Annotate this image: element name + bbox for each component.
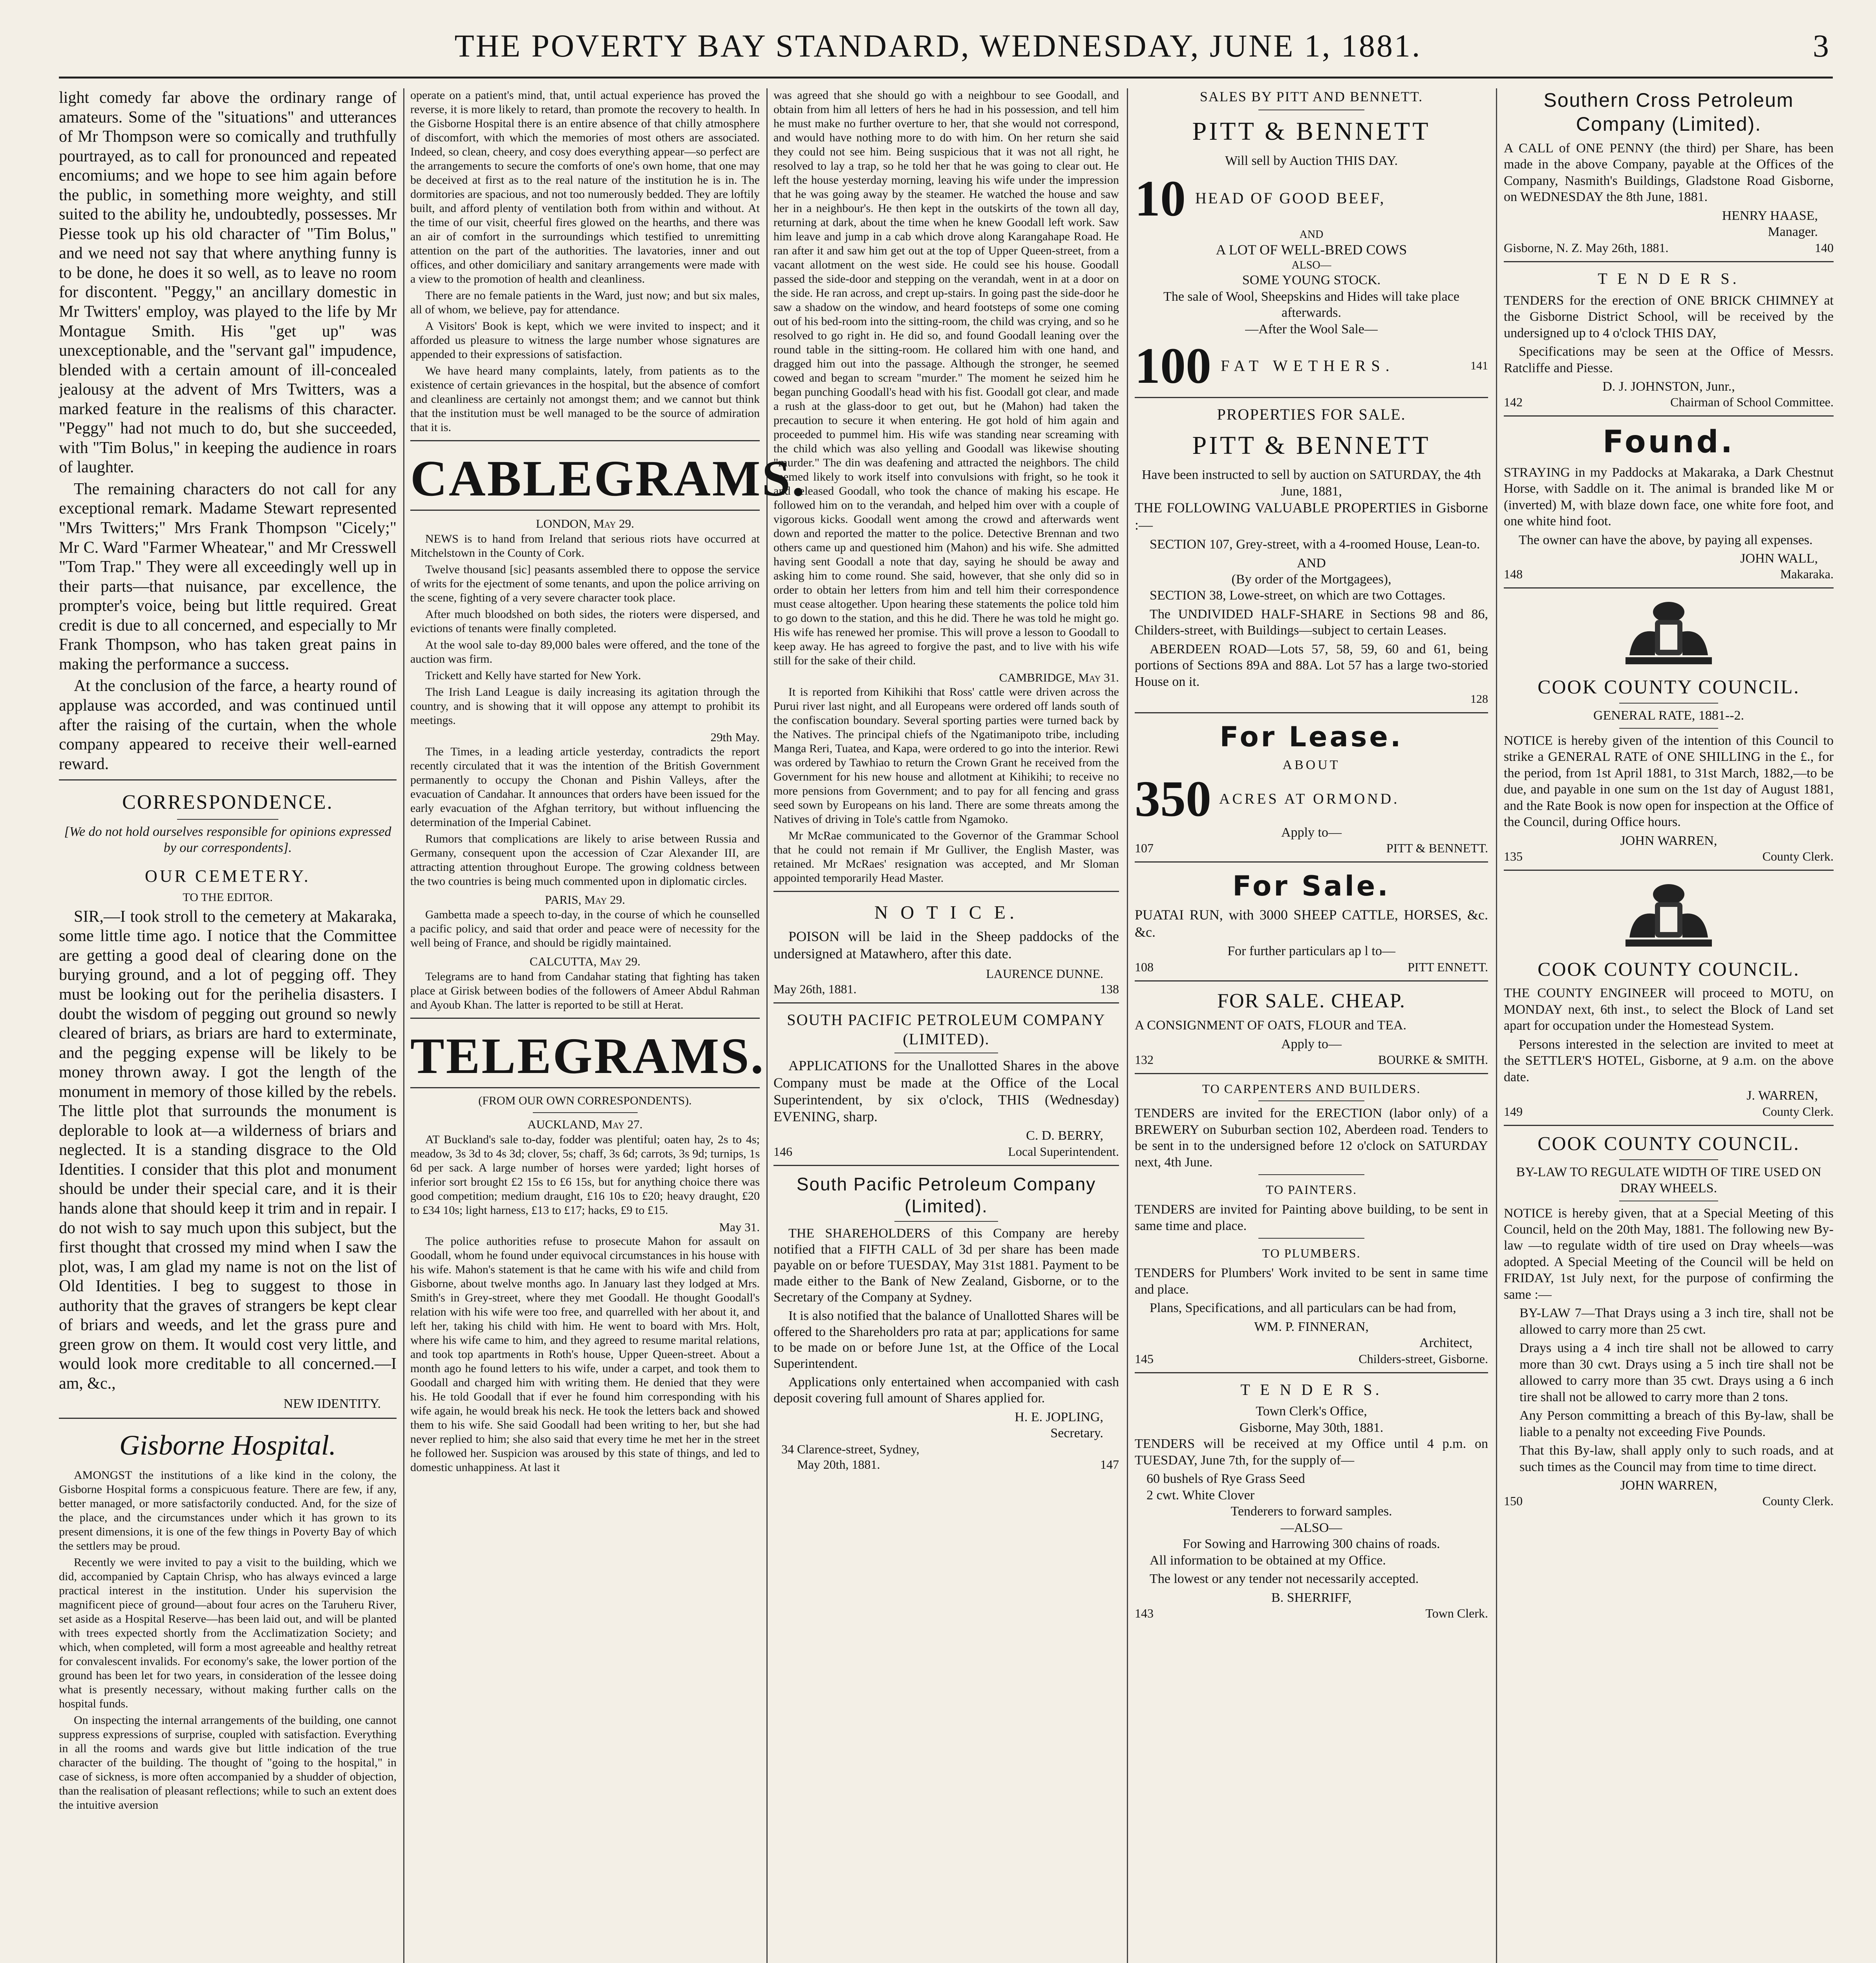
article-paragraph: There are no female patients in the Ward, just now; and but six males, all of whom, we believe, pay for attendance. bbox=[410, 289, 760, 316]
notice-ref: 138 bbox=[1100, 982, 1119, 996]
ad-footer bbox=[1135, 1052, 1488, 1067]
section-heading-properties: PROPERTIES FOR SALE. bbox=[1217, 405, 1406, 423]
firm-name: BOURKE & SMITH. bbox=[1378, 1053, 1488, 1067]
section-heading-plumbers: TO PLUMBERS. bbox=[1262, 1246, 1361, 1261]
divider bbox=[773, 1165, 1119, 1166]
props-intro: Have been instructed to sell by auction on SATURDAY, the 4th June, 1881, bbox=[1141, 468, 1481, 499]
letter-title: OUR CEMETERY. bbox=[145, 866, 311, 886]
article-paragraph: Recently we were invited to pay a visit to the building, which we did, accompanied by Captain Chrisp, who has always evinced a large practical interest in the institution. Under his supervision the magnificent piece of ground—about four acres on the Taruheru River, set aside as a Hospital Reserve—has been laid out, and will be planted with trees expected shortly from the Acclimatization Society; and which, when completed, will form a most agreeable and healthy retreat for convalescent invalids. For economy's sake, the lower portion of the ground has been let for two years, in consideration of the lessee doing what is presently necessary, without making further calls on the hospital funds. bbox=[59, 1555, 397, 1710]
divider bbox=[1135, 1372, 1488, 1373]
telegram-paragraph: was agreed that she should go with a neighbour to see Goodall, and obtain from him all letters of hers he had in his possession, and tell him he must make no further overture to her, that she would not correspond, and would have nothing more to do with him. On her return she said they could not see him. Being suspicious that it was not all right, he resolved to lay a trap, so he told her that he was going to clear out. He left the house yesterday morning, leaving his wife under the impression that he was going away by the steamer. He watched the house and saw her in a neighbour's. He then kept in the outskirts of the town all day, returning at dark, about the time when he knew Goodall left work. Saw him leave and jump in a cab which drove along Karangahape Road. He ran after it and saw him get out at the top of Upper Queen-street, from a vacant allotment on the west side. He could see his house. Goodall passed the side-door and stepping on the verandah, went in at a door on the side. He ran across, and crept up-stairs. In going past the side-door he saw a shadow on the window, and heard footsteps of some one coming out of his bed-room into the sitting-room, the child was crying, and so he resolved to go right in. He did so, and found Goodall leaning over the round table in the sitting-room. He collared him with one hand, and dragged him out into the passage. Although the stronger, he seemed cowed and began to scream "murder." The moment he seized him he began punching Goodall's head with his fist. Goodall got clear, and made a rush at the glass-door to get out, but he (Mahon) had taken the precaution to secure it when entering. He got hold of him again and proceeded to pummel him. His wife was standing near screaming with the child which was also yelling and Goodall was likewise shouting "murder." The din was deafening and attracted the neighbors. The child seemed likely to work itself into convulsions with fright, so he took it and released Goodall, who took the chance of making his escape. He followed him on to the verandah, and helped him over with a couple of vigorous kicks. Goodall went among the crowd and afterwards went down and reported the matter to the police. Detective Brennan and two others came up and questioned him (Mahon) and his wife. She admitted having sent Goodall a note that day, saying he should be away and asking him to come round. She said, however, that she only did so in order to obtain her letters from him and tell him their correspondence must cease altogether. Upon hearing these statements the police told him to go down to the station, and this he did. There he was told he might go. His wife has renewed her promise. This will prove a lesson to Goodall to keep away. He has agreed to forgive the past, and to live with his wife still for the sake of their child. bbox=[773, 89, 1119, 667]
notice-heading: N O T I C E. bbox=[874, 902, 1018, 923]
review-paragraph: The remaining characters do not call for any exceptional remark. Madame Stewart represented "Mrs Twitters;" Mrs Frank Thompson "Cicely;" Mr C. Ward "Farmer Wheatear," and Mr Cresswell "Tom Trap." They were all exceedingly well up in their parts—that nuisance, par excellence, the prompter's voice, being but little required. Great credit is due to all concerned, and especially to Mr Frank Thompson, who has taken great pains in making the performance a success. bbox=[59, 480, 397, 673]
firm-name: PITT ENNETT. bbox=[1408, 960, 1488, 974]
divider bbox=[1504, 1125, 1834, 1126]
divider bbox=[410, 510, 760, 511]
wool-note: The sale of Wool, Sheepskins and Hides will take place afterwards. bbox=[1163, 289, 1459, 320]
column-4 bbox=[1135, 88, 1488, 1963]
notice-date: May 26th, 1881. bbox=[773, 982, 857, 996]
notice-body: POISON will be laid in the Sheep paddocks of the undersigned at Matawhero, after this date. bbox=[773, 928, 1119, 961]
ad-date: Gisborne, N. Z. May 26th, 1881. bbox=[1504, 240, 1669, 255]
lot-description: A LOT OF WELL-BRED COWS bbox=[1216, 242, 1407, 258]
tender-body: TENDERS will be received at my Office until 4 p.m. on TUESDAY, June 7th, for the supply of— bbox=[1135, 1437, 1488, 1468]
conjunction: AND bbox=[1299, 228, 1324, 241]
cable-paragraph: NEWS is to hand from Ireland that serious riots have occurred at Mitchelstown in the County of Cork. bbox=[410, 532, 760, 559]
coat-of-arms-icon bbox=[1618, 879, 1720, 953]
property-item: ABERDEEN ROAD—Lots 57, 58, 59, 60 and 61, being portions of Sections 89A and 88A. Lot 57 has a large two-storied House on it. bbox=[1135, 642, 1488, 689]
ad-ref: 146 bbox=[773, 1144, 792, 1159]
ad-footer bbox=[1504, 567, 1834, 582]
divider bbox=[773, 1002, 1119, 1003]
props-lead: THE FOLLOWING VALUABLE PROPERTIES in Gisborne :— bbox=[1135, 500, 1488, 533]
council-title: COOK COUNTY COUNCIL. bbox=[1538, 1132, 1800, 1154]
wethers-lot bbox=[1135, 337, 1488, 394]
apply-to: Apply to— bbox=[1281, 1036, 1342, 1051]
divider bbox=[410, 440, 760, 441]
council-body: Persons interested in the selection are invited to meet at the SETTLER'S HOTEL, Gisborne, at 9 a.m. on the above date. bbox=[1504, 1037, 1834, 1084]
firm-name: PITT & BENNETT. bbox=[1386, 841, 1488, 855]
lot-description: FAT WETHERS. bbox=[1221, 356, 1395, 375]
ad-signature: JOHN WARREN, bbox=[1620, 1478, 1717, 1493]
editorial-disclaimer: [We do not hold ourselves responsible for opinions expressed by our correspondents]. bbox=[64, 824, 391, 855]
cable-paragraph: Rumors that complications are likely to arise between Russia and Germany, consequent upon the accession of Czar Alexander III, are attracting attention throughout Europe. The growing coldness between the two countries is being much commented upon in diplomatic circles. bbox=[410, 832, 760, 888]
ad-address: 34 Clarence-street, Sydney, bbox=[781, 1442, 920, 1456]
divider bbox=[410, 1018, 760, 1019]
letter-salutation: TO THE EDITOR. bbox=[183, 891, 273, 904]
article-paragraph: AMONGST the institutions of a like kind in the colony, the Gisborne Hospital forms a conspicuous feature. There are few, if any, better managed, or more satisfactorily conducted. And, for the size of the place, and the circumstances under which it has grown to its present dimensions, it is one of the few things in Poverty Bay of which the settlers may be proud. bbox=[59, 1468, 397, 1552]
section-heading-tenders: T E N D E R S. bbox=[1598, 269, 1740, 287]
property-item: SECTION 107, Grey-street, with a 4-roomed House, Lean-to. bbox=[1150, 537, 1480, 552]
column-1 bbox=[59, 88, 397, 1963]
ad-title: South Pacific Petroleum Company (Limited). bbox=[796, 1173, 1096, 1216]
tc-forward: Tenderers to forward samples. bbox=[1231, 1504, 1392, 1519]
dateline: May 31. bbox=[719, 1220, 760, 1234]
column-3 bbox=[773, 88, 1119, 1963]
ad-body: A CALL of ONE PENNY (the third) per Share, has been made in the above Company, payable at the Offices of the Company, Nasmith's Buildings, Gladstone Road Gisborne, on WEDNESDAY the 8th June, 1881. bbox=[1504, 141, 1834, 205]
telegram-paragraph: AT Buckland's sale to-day, fodder was plentiful; oaten hay, 2s to 4s; meadow, 3s 3d to 4s 3d; clover, 5s; chaff, 3s 6d; carrots, 3s 9d; turnips, 1s 6d per sack. A large number of horses were yarded; light horses of inferior sort brought £2 15s to £6 15s, but for anything choice there was good competition; medium draught, £16 10s to £20; heavy draught, £20 to £34 10s; light harness, £13 to £17; hacks, £9 to £15. bbox=[410, 1133, 760, 1217]
tc-sowing: For Sowing and Harrowing 300 chains of roads. bbox=[1183, 1537, 1440, 1552]
divider bbox=[1258, 1174, 1364, 1175]
tc-office: Town Clerk's Office, bbox=[1256, 1404, 1367, 1419]
cable-paragraph: Twelve thousand [sic] peasants assembled there to oppose the service of writs for the ejectment of some tenants, and upon the police arriving on the scene, fighting of a very severe character took place. bbox=[410, 563, 760, 604]
divider bbox=[1135, 861, 1488, 863]
ad-signature: J. WARREN, bbox=[1746, 1088, 1818, 1103]
ad-ref: 107 bbox=[1135, 841, 1154, 855]
sale-body: PUATAI RUN, with 3000 SHEEP CATTLE, HORSES, &c. &c. bbox=[1135, 907, 1488, 940]
divider bbox=[1504, 587, 1834, 589]
ad-footer bbox=[797, 1457, 1119, 1472]
column-divider bbox=[766, 88, 768, 1963]
dateline: CAMBRIDGE, May 31. bbox=[999, 671, 1119, 684]
ad-body: Applications only entertained when accompanied with cash deposit covering full amount of Shares applied for. bbox=[773, 1375, 1119, 1406]
cable-paragraph: At the wool sale to-day 89,000 bales were offered, and the tone of the auction was firm. bbox=[410, 638, 760, 665]
section-heading-lease: For Lease. bbox=[1220, 720, 1403, 753]
tc-date: Gisborne, May 30th, 1881. bbox=[1239, 1420, 1384, 1435]
ad-signature: HENRY HAASE, bbox=[1722, 208, 1818, 223]
column-divider bbox=[1496, 88, 1497, 1963]
property-item: SECTION 38, Lowe-street, on which are two Cottages. bbox=[1150, 588, 1446, 603]
found-place: Makaraka. bbox=[1780, 567, 1834, 581]
ad-ref: 150 bbox=[1504, 1494, 1523, 1508]
lot-quantity: 10 bbox=[1135, 170, 1186, 227]
ad-role: County Clerk. bbox=[1762, 849, 1834, 864]
article-paragraph: We have heard many complaints, lately, from patients as to the existence of certain grievances in the hospital, but the absence of comfort and cleanliness are certainly not amongst them; and we cannot but think that the institution must be well managed to be the source of admiration that it is. bbox=[410, 364, 760, 434]
firm-name: PITT & BENNETT bbox=[1192, 117, 1431, 146]
lease-lot bbox=[1135, 770, 1488, 827]
ad-role: Chairman of School Committee. bbox=[1670, 395, 1834, 409]
council-body: NOTICE is hereby given of the intention of this Council to strike a GENERAL RATE of ONE SHILLING in the £., for the period, from 1st April 1881, to 31st March, 1882,—to be due, and payable in one sum on the 1st day of August 1881, and the Rate Book is now open for inspection at the Office of the Council, during Office hours. bbox=[1504, 733, 1834, 830]
conjunction: ALSO— bbox=[1291, 259, 1331, 271]
section-heading-correspondence: CORRESPONDENCE. bbox=[122, 791, 333, 814]
ad-footer bbox=[1504, 1493, 1834, 1509]
divider bbox=[59, 1418, 397, 1419]
ad-ref: 148 bbox=[1504, 567, 1523, 581]
property-item: The UNDIVIDED HALF-SHARE in Sections 98 and 86, Childers-street, with Buildings—subject to certain Leases. bbox=[1135, 607, 1488, 638]
council-body: THE COUNTY ENGINEER will proceed to MOTU, on MONDAY next, 6th inst., to select the Block of Land set apart for occupation under the Homestead System. bbox=[1504, 986, 1834, 1033]
ad-signature: JOHN WARREN, bbox=[1620, 833, 1717, 848]
after-wool: —After the Wool Sale— bbox=[1245, 322, 1378, 336]
divider bbox=[1504, 415, 1834, 417]
section-heading-sales: SALES BY PITT AND BENNETT. bbox=[1199, 89, 1423, 104]
telegram-paragraph: It is reported from Kihikihi that Ross' cattle were driven across the Purui river last night, and all Europeans were ordered off lands south of the confiscation boundary. Several sporting parties were turned back by the Natives. The principal chiefs of the Ngatimanipoto tribe, including Manga Reri, Tuatea, and Kapa, were ordered to go into the interior. Rewi was ordered by Tawhiao to return the Crown Grant he received from the Government for his new house and allotment at Kihikihi; to receive no more pensions from Government; and to pay for all fencing and grass seed sown by Europeans on his land. There are some threats among the Natives of driving in Tole's cattle from Ngamoko. bbox=[773, 685, 1119, 826]
review-paragraph: At the conclusion of the farce, a hearty round of applause was accorded, and was continued until after the raising of the curtain, when the whole company appeared to receive their well-earned reward. bbox=[59, 677, 397, 773]
section-heading-cheap: FOR SALE. CHEAP. bbox=[1217, 989, 1406, 1012]
divider bbox=[894, 1221, 998, 1222]
tc-signature: B. SHERRIFF, bbox=[1271, 1590, 1352, 1605]
letter-signoff: NEW IDENTITY. bbox=[283, 1396, 381, 1411]
tc-also: —ALSO— bbox=[1280, 1520, 1342, 1535]
ad-ref: 147 bbox=[1100, 1457, 1119, 1471]
divider bbox=[533, 1112, 638, 1113]
architect-name: WM. P. FINNERAN, bbox=[1254, 1319, 1369, 1334]
ad-title: SOUTH PACIFIC PETROLEUM COMPANY (LIMITED). bbox=[787, 1011, 1106, 1048]
ad-footer bbox=[1504, 849, 1834, 864]
ad-ref: 135 bbox=[1504, 849, 1523, 864]
divider bbox=[1504, 261, 1834, 262]
divider bbox=[1258, 1100, 1364, 1101]
ad-body: THE SHAREHOLDERS of this Company are hereby notified that a FIFTH CALL of 3d per share has been made payable on or before TUESDAY, May 31st 1881. Payment to be made either to the Bank of New Zealand, Gisborne, or to the Secretary of the Company at Sydney. bbox=[773, 1226, 1119, 1305]
divider bbox=[1135, 397, 1488, 398]
dateline: LONDON, May 29. bbox=[536, 517, 634, 530]
divider bbox=[410, 1087, 760, 1088]
bylaw-item: BY-LAW 7—That Drays using a 3 inch tire, shall not be allowed to carry more than 25 cwt. bbox=[1519, 1306, 1834, 1337]
divider bbox=[1619, 703, 1718, 704]
divider bbox=[59, 779, 397, 780]
ad-role: County Clerk. bbox=[1762, 1104, 1834, 1119]
divider bbox=[1258, 1238, 1364, 1239]
ad-signature: JOHN WALL, bbox=[1740, 551, 1818, 566]
bylaw-item: Drays using a 4 inch tire shall not be allowed to carry more than 30 cwt. Drays using a 5 inch tire shall not be allowed to carry more than 35 cwt. Drays using a 6 inch tire shall not be allowed to carry more than 2 tons. bbox=[1519, 1341, 1834, 1404]
auction-line: Will sell by Auction THIS DAY. bbox=[1225, 154, 1398, 168]
ad-ref: 140 bbox=[1815, 240, 1834, 255]
ad-footer bbox=[1504, 240, 1834, 256]
cable-paragraph: After much bloodshed on both sides, the rioters were dispersed, and evictions of tenants were finally completed. bbox=[410, 607, 760, 635]
property-item: (By order of the Mortgagees), bbox=[1231, 572, 1391, 587]
ad-role: County Clerk. bbox=[1762, 1494, 1834, 1508]
telegrams-subheading: (FROM OUR OWN CORRESPONDENTS). bbox=[478, 1094, 692, 1108]
found-body: STRAYING in my Paddocks at Makaraka, a Dark Chestnut Horse, with Saddle on it. The animal is branded like M or (inverted) M, with blaze down face, one white fore foot, and one white hind foot. bbox=[1504, 465, 1834, 529]
lot-quantity: 100 bbox=[1135, 337, 1211, 394]
architect-role: Architect, bbox=[1419, 1336, 1472, 1351]
section-heading-carpenters: TO CARPENTERS AND BUILDERS. bbox=[1202, 1082, 1421, 1096]
property-item: AND bbox=[1297, 556, 1326, 570]
tc-role: Town Clerk. bbox=[1425, 1606, 1488, 1621]
ad-footer bbox=[1135, 960, 1488, 975]
article-paragraph: A Visitors' Book is kept, which we were invited to inspect; and it afforded us pleasure to witness the large number whose signatures are appended to their expressions of satisfaction. bbox=[410, 320, 760, 361]
section-heading-tenders: T E N D E R S. bbox=[1240, 1380, 1382, 1398]
cable-paragraph: Gambetta made a speech to-day, in the course of which he counselled a pacific policy, and said that order and peace were of necessity for the well being of France, and should be rigidly maintained. bbox=[410, 908, 760, 950]
ad-ref: 132 bbox=[1135, 1053, 1154, 1067]
telegram-paragraph: The police authorities refuse to prosecute Mahon for assault on Goodall, whom he found under equivocal circumstances in his house with his wife. Mahon's statement is that he came with his wife and child from Gisborne, about twelve months ago. In January last they lodged at Mrs. Smith's in Grey-street, where they met Goodall. He thought Goodall's relation with his wife were too free, and quarrelled with her about it, and left her, taking his child with him. He went to board with Mrs. Holt, where his wife came to him, and they agreed to resume marital relations, and took top apartments in Roth's house, Upper Queen-street. About a month ago he found letters to his wife, under a carpet, and took them to Goodall and charged him with writing them. He denied that they were his. He told Goodall that if ever he found him corresponding with his wife again, he would break his neck. He took the letters back and showed them to his wife. She said Goodall had been writing to her, but she had never replied to him; she also said that every time he met her in the street he followed her. Suspicion was aroused by this state of things, and led to domestic unhappiness. At last it bbox=[410, 1235, 760, 1474]
tender-item: 60 bushels of Rye Grass Seed bbox=[1146, 1471, 1305, 1486]
cattle-lot bbox=[1135, 170, 1488, 227]
council-subtitle: BY-LAW TO REGULATE WIDTH OF TIRE USED ON DRAY WHEELS. bbox=[1516, 1164, 1821, 1196]
ad-footer bbox=[1504, 1104, 1834, 1119]
lot-description: ACRES AT ORMOND. bbox=[1219, 790, 1400, 807]
tender-spec: Specifications may be seen at the Office of Messrs. Ratcliffe and Piesse. bbox=[1504, 344, 1834, 375]
masthead bbox=[0, 27, 1876, 71]
tender-body: TENDERS are invited for Painting above building, to be sent in same time and place. bbox=[1135, 1202, 1488, 1233]
ad-footer bbox=[1504, 395, 1834, 410]
tender-body: TENDERS for Plumbers' Work invited to be sent in same time and place. bbox=[1135, 1266, 1488, 1297]
divider bbox=[1135, 712, 1488, 713]
lot-quantity: 350 bbox=[1135, 770, 1211, 827]
ad-ref: 143 bbox=[1135, 1606, 1154, 1621]
divider bbox=[773, 891, 1119, 892]
section-heading-hospital: Gisborne Hospital. bbox=[119, 1429, 336, 1461]
ad-ref: 141 bbox=[1470, 359, 1488, 372]
ad-ref: 149 bbox=[1504, 1104, 1523, 1119]
dateline: 29th May. bbox=[710, 730, 760, 744]
ad-footer bbox=[1135, 841, 1488, 856]
newspaper-title: THE POVERTY BAY STANDARD, WEDNESDAY, JUNE 1, 1881. bbox=[454, 28, 1422, 64]
section-heading-found: Found. bbox=[1602, 424, 1735, 460]
ad-footer bbox=[1135, 1606, 1488, 1621]
apply-to: Apply to— bbox=[1281, 825, 1342, 840]
ad-ref: 128 bbox=[1470, 693, 1488, 706]
bylaw-item: Any Person committing a breach of this By-law, shall be liable to a penalty not exceeding Five Pounds. bbox=[1519, 1408, 1834, 1439]
ad-role: Secretary. bbox=[1050, 1426, 1103, 1441]
cable-paragraph: Telegrams are to hand from Candahar stating that fighting has taken place at Girisk between bodies of the followers of Ameer Abdul Rahman and Ayoub Khan. The latter is reported to be still at Herat. bbox=[410, 970, 760, 1012]
cable-paragraph: Trickett and Kelly have started for New York. bbox=[425, 669, 641, 682]
dateline: PARIS, May 29. bbox=[545, 892, 625, 907]
divider bbox=[1504, 870, 1834, 871]
article-paragraph: operate on a patient's mind, that, until actual experience has proved the reverse, it is more likely to retard, than promote the recovery to health. In the Gisborne Hospital there is an entire absence of that chilly atmosphere of discomfort, with which the memories of most others are associated. Indeed, so clean, cheery, and cosy does everything appear—so perfect are the arrangements to secure the comforts of one's own home, that one may be deceived at first as to the real nature of the institution he is in. The dormitories are spacious, and not too numerously bedded. They are loftily built, and afford plenty of ventilation both from within and without. At the time of our visit, cheerful fires glowed on the hearths, and there was an air of comfort in the surroundings which testified to unremitting attention on the part of the authorities. The lavatories, inner and out offices, and other domiciliary and sanitary arrangements were made with a view to the promotion of health and cleanliness. bbox=[410, 89, 760, 285]
ad-role: Local Superintendent. bbox=[1008, 1144, 1119, 1159]
ad-footer bbox=[1135, 1351, 1488, 1367]
bylaw-item: That this By-law, shall apply only to such roads, and at such times as the Council may from time to time direct. bbox=[1519, 1443, 1834, 1474]
column-divider bbox=[403, 88, 404, 1963]
ad-ref: 145 bbox=[1135, 1351, 1154, 1366]
page-number: 3 bbox=[1813, 28, 1829, 64]
notice-footer bbox=[773, 982, 1119, 997]
column-5 bbox=[1504, 88, 1834, 1963]
cable-paragraph: The Times, in a leading article yesterday, contradicts the report recently circulated that it was the intention of the British Government permanently to occupy the Chonan and Pishin Valleys, after the evacuation of Candahar. It announces that orders have been issued for the early evacuation of the Afghan territory, but without influencing the determination of the Imperial Cabinet. bbox=[410, 745, 760, 829]
council-title: COOK COUNTY COUNCIL. bbox=[1538, 676, 1800, 698]
divider bbox=[1135, 1073, 1488, 1074]
ad-signature: D. J. JOHNSTON, Junr., bbox=[1602, 379, 1735, 394]
ad-ref: 142 bbox=[1504, 395, 1523, 409]
ad-footer bbox=[773, 1144, 1119, 1159]
telegram-paragraph: Mr McRae communicated to the Governor of the Grammar School that he could not remain if Mr Gulliver, the English Master, was retained. Mr McRaes' resignation was accepted, and Mr Sloman appointed temporarily Head Master. bbox=[773, 829, 1119, 885]
ad-body: It is also notified that the balance of Unallotted Shares will be offered to the Shareholders pro rata at par; applications for same to be made on or before June 1st, at the Office of the Local Superintendent. bbox=[773, 1308, 1119, 1371]
notice-signature: LAURENCE DUNNE. bbox=[986, 966, 1103, 981]
lease-about: ABOUT bbox=[1282, 758, 1340, 773]
dateline: CALCUTTA, May 29. bbox=[529, 954, 641, 969]
section-heading-cablegrams: CABLEGRAMS. bbox=[410, 450, 806, 507]
tc-info: All information to be obtained at my Office. bbox=[1150, 1553, 1386, 1568]
council-title: COOK COUNTY COUNCIL. bbox=[1538, 958, 1800, 980]
section-heading-telegrams: TELEGRAMS. bbox=[410, 1028, 765, 1085]
dateline: AUCKLAND, May 27. bbox=[527, 1117, 643, 1131]
tc-lowest: The lowest or any tender not necessarily accepted. bbox=[1150, 1572, 1419, 1586]
ad-title: Southern Cross Petroleum Company (Limited). bbox=[1543, 89, 1794, 135]
divider bbox=[177, 819, 278, 820]
ad-ref: 108 bbox=[1135, 960, 1154, 974]
cable-paragraph: The Irish Land League is daily increasing its agitation through the country, and is showing that it will oppose any attempt to prohibit its meetings. bbox=[410, 685, 760, 727]
masthead-rule bbox=[59, 77, 1833, 79]
lot-description: SOME YOUNG STOCK. bbox=[1242, 273, 1381, 288]
section-heading-painters: TO PAINTERS. bbox=[1265, 1183, 1357, 1197]
architect-address: Childers-street, Gisborne. bbox=[1359, 1351, 1488, 1366]
lot-description: HEAD OF GOOD BEEF, bbox=[1195, 189, 1386, 207]
ad-signature: C. D. BERRY, bbox=[1026, 1128, 1103, 1143]
tender-body: TENDERS for the erection of ONE BRICK CHIMNEY at the Gisborne District School, will be received by the undersigned up to 4 o'clock THIS DAY, bbox=[1504, 293, 1834, 340]
found-owner: The owner can have the above, by paying all expenses. bbox=[1519, 532, 1813, 547]
letter-body: SIR,—I took stroll to the cemetery at Makaraka, some little time ago. I notice that the Committee are getting a good deal of clearing done on the burying ground, and a lot of pegging off. They must be looking out for the perihelia disasters. I doubt the wisdom of pegging out ground so newly cleared of briars, as briars are hard to exterminate, and the pegging expense will be likely to be money thrown away. I got the length of the monument in memory of those killed by the rebels. The little plot that surrounds the monument is deplorable to look at—a wilderness of briars and neglected. It is a standing disgrace to the Old Identities. I consider that this plot and monument should be under their special care, and it is their hands alone that should keep it trim and in repair. I do not wish to say much upon this subject, but the first thought that crossed my mind when I saw the plot, was, I am glad my name is not on the list of Old Identities. I beg to suggest to those in authority that the graves of strangers be kept clear of briars and weeds, and let the grass pure and green grow on them. It would cost very little, and would look more creditable to all concerned.—I am, &c., bbox=[59, 907, 397, 1393]
coat-of-arms-icon bbox=[1618, 596, 1720, 671]
section-heading-sale: For Sale. bbox=[1232, 870, 1390, 903]
divider bbox=[1135, 980, 1488, 982]
firm-name: PITT & BENNETT bbox=[1192, 431, 1431, 460]
tender-item: 2 cwt. White Clover bbox=[1146, 1488, 1255, 1502]
sale-further: For further particulars ap l to— bbox=[1227, 944, 1395, 959]
review-paragraph: light comedy far above the ordinary range of amateurs. Some of the "situations" and utterances of Mr Thompson were so comically and truthfully pourtrayed, as to call for pronounced and repeated encomiums; and we hope to see him again before the public, in something more weighty, and still suited to the ability he, undoubtedly, possesses. Mr Piesse took up his old character of "Tim Bolus," and we need not say that where anything funny is to be done, he does it so well, as to leave no room for discontent. "Peggy," an ancillary domestic in Mr Twitters' employ, was played to the life by Mr Montague Smith. His "get up" was unexceptionable, and the "servant gal" impudence, blended with a certain amount of ill-concealed jealousy at the advent of Mrs Twitters, was a marked feature in the realisms of this character. "Peggy" had not much to do, but she succeeded, with "Tim Bolus," in keeping the audience in roars of laughter. bbox=[59, 89, 397, 477]
cheap-body: A CONSIGNMENT OF OATS, FLOUR and TEA. bbox=[1135, 1018, 1407, 1033]
ad-role: Manager. bbox=[1768, 225, 1818, 239]
tender-body: TENDERS are invited for the ERECTION (labor only) of a BREWERY on Suburban section 102, Aberdeen road. Tenders to be sent in to the undersigned before 12 o'clock on SATURDAY next, 4th June. bbox=[1135, 1106, 1488, 1170]
plans-note: Plans, Specifications, and all particulars can be had from, bbox=[1150, 1301, 1456, 1316]
divider bbox=[1619, 1159, 1718, 1160]
ad-body: APPLICATIONS for the Unallotted Shares in the above Company must be made at the Office of the Local Superintendent, by six o'clock, THIS (Wednesday) EVENING, sharp. bbox=[773, 1058, 1119, 1124]
council-body: NOTICE is hereby given, that at a Special Meeting of this Council, held on the 20th May, 1881. The following new By-law —to regulate width of tire used on Dray wheels—was adopted. A Special Meeting of the Council will be held on FRIDAY, 1st July next, for the purpose of confirming the same :— bbox=[1504, 1206, 1834, 1302]
divider bbox=[1619, 728, 1718, 729]
ad-signature: H. E. JOPLING, bbox=[1015, 1409, 1103, 1424]
council-subtitle: GENERAL RATE, 1881--2. bbox=[1593, 708, 1744, 723]
article-paragraph: On inspecting the internal arrangements of the building, one cannot suppress expressions of surprise, coupled with satisfaction. Everything in all the rooms and wards give but little indication of the true character of the building. The thought of "going to the hospital," in case of sickness, is more often accompanied by a shudder of objection, than the realisation of pleasant reflections; while to such an extent does the intuitive aversion bbox=[59, 1713, 397, 1811]
ad-date: May 20th, 1881. bbox=[797, 1457, 880, 1471]
column-divider bbox=[1127, 88, 1128, 1963]
